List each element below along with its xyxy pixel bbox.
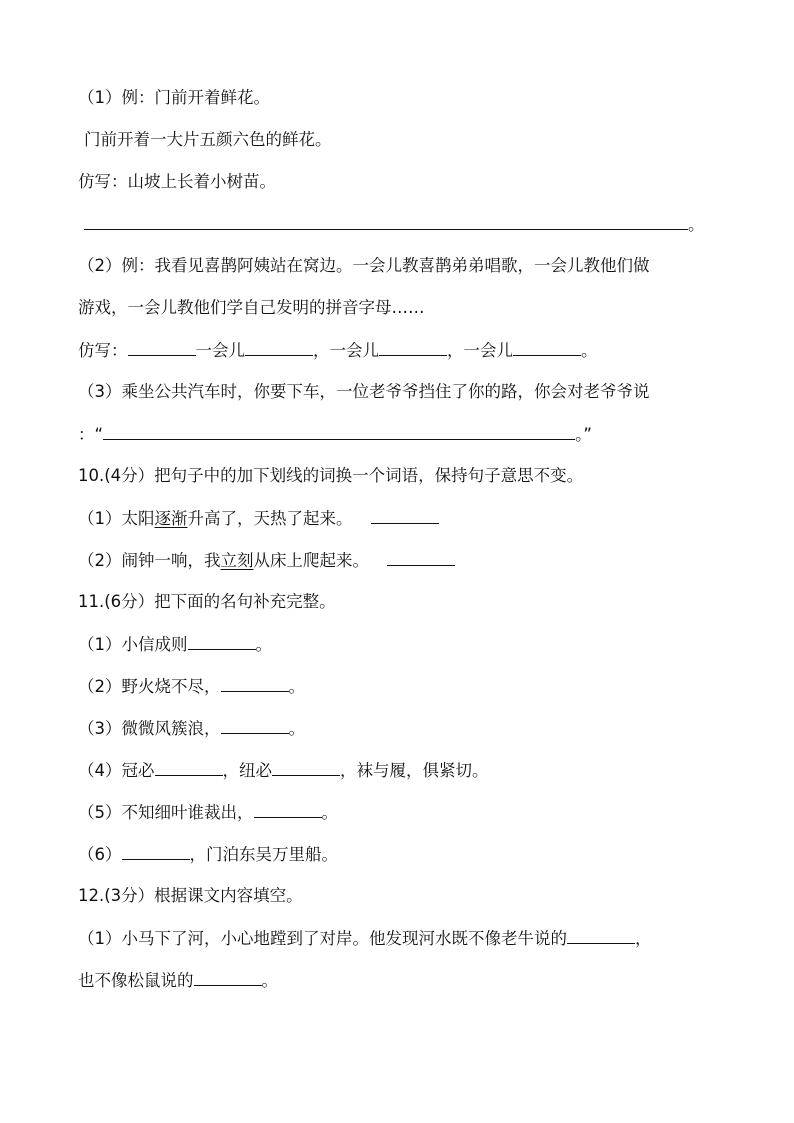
q11-item-6-prefix: （6）	[78, 845, 122, 864]
imitate-2-blank-2[interactable]	[245, 338, 313, 356]
q11-item-5-text: （5）不知细叶谁裁出，	[78, 803, 254, 822]
q10-item-1-prefix: （1）太阳	[78, 509, 155, 528]
imitate-2-end: 。	[581, 341, 598, 360]
question-11-title	[78, 590, 336, 614]
q12-item-1-comma: ，	[635, 929, 652, 948]
example-2-line-1	[78, 254, 650, 278]
q11-item-4-mid: ，纽必	[222, 761, 272, 780]
q10-item-1-suffix: 升高了，天热了起来。	[187, 509, 353, 528]
imitate-1-answer-end: 。	[688, 215, 705, 234]
q11-item-5-end: 。	[321, 803, 338, 822]
imitate-2-blank-1[interactable]	[128, 338, 196, 356]
q10-item-2-suffix: 从床上爬起来。	[253, 551, 369, 570]
question-11-title-text: 11.(6分）把下面的名句补充完整。	[78, 592, 336, 611]
q11-item-2-text: （2）野火烧不尽，	[78, 677, 221, 696]
question-12-item-1-line-2	[78, 968, 278, 992]
question-10-title-text: 10.(4分）把句子中的加下划线的词换一个词语，保持句子意思不变。	[78, 466, 584, 485]
question-11-item-1	[78, 632, 272, 656]
example-1-text: （1）例：门前开着鲜花。	[78, 88, 270, 107]
question-11-item-6	[78, 842, 338, 866]
q12-item-1-blank-1[interactable]	[567, 926, 635, 944]
question-12-item-1-line-1	[78, 926, 652, 950]
q12-item-1-blank-2[interactable]	[194, 968, 262, 986]
question-11-item-2	[78, 674, 305, 698]
q11-item-3-blank[interactable]	[221, 716, 289, 734]
q11-item-3-end: 。	[288, 719, 305, 738]
question-11-item-4	[78, 758, 489, 782]
q11-item-4-text: （4）冠必	[78, 761, 155, 780]
q10-item-1-blank[interactable]	[371, 506, 439, 524]
imitate-2-connector-2: ，一会儿	[313, 341, 379, 360]
question-10-title	[78, 464, 583, 488]
imitate-1-answer-line	[84, 212, 705, 236]
q11-item-6-blank[interactable]	[122, 842, 190, 860]
q11-item-4-blank-1[interactable]	[155, 758, 223, 776]
question-12-title-text: 12.(3分）根据课文内容填空。	[78, 886, 303, 905]
example-2-text-1: （2）例：我看见喜鹊阿姨站在窝边。一会儿教喜鹊弟弟唱歌，一会儿教他们做	[78, 256, 650, 275]
q11-item-4-blank-2[interactable]	[272, 758, 340, 776]
scenario-3-open-quote: ：“	[78, 425, 104, 444]
imitate-1-prompt-text: 仿写：山坡上长着小树苗。	[78, 172, 276, 191]
question-10-item-1	[78, 506, 439, 530]
question-11-item-5	[78, 800, 338, 824]
example-1-expanded-text: 门前开着一大片五颜六色的鲜花。	[84, 130, 332, 149]
imitate-2-line	[78, 338, 598, 362]
q11-item-3-text: （3）微微风簇浪，	[78, 719, 221, 738]
question-10-item-2	[78, 548, 455, 572]
example-1-line	[78, 86, 270, 110]
q11-item-1-text: （1）小信成则	[78, 635, 188, 654]
imitate-2-label: 仿写：	[78, 341, 128, 360]
q11-item-4-end: ，袜与履，俱紧切。	[340, 761, 489, 780]
question-11-item-3	[78, 716, 305, 740]
q12-item-1-text: （1）小马下了河，小心地蹚到了对岸。他发现河水既不像老牛说的	[78, 929, 567, 948]
q10-item-2-blank[interactable]	[387, 548, 455, 566]
imitate-1-answer-blank[interactable]	[84, 212, 688, 230]
example-2-line-2	[78, 296, 425, 320]
example-1-expanded	[84, 128, 332, 152]
q10-item-2-prefix: （2）闹钟一响，我	[78, 551, 221, 570]
question-12-title	[78, 884, 303, 908]
scenario-3-answer-blank[interactable]	[103, 422, 575, 440]
scenario-3-text: （3）乘坐公共汽车时，你要下车，一位老爷爷挡住了你的路，你会对老爷爷说	[78, 382, 650, 401]
q10-item-2-underlined-word: 立刻	[220, 551, 254, 570]
q11-item-2-end: 。	[288, 677, 305, 696]
scenario-3-line-1	[78, 380, 650, 404]
imitate-2-blank-4[interactable]	[513, 338, 581, 356]
q11-item-1-blank[interactable]	[188, 632, 256, 650]
q12-item-1-end: 。	[261, 971, 278, 990]
q12-item-1-text-2: 也不像松鼠说的	[78, 971, 194, 990]
q11-item-5-blank[interactable]	[254, 800, 322, 818]
q11-item-6-text: ，门泊东吴万里船。	[189, 845, 338, 864]
q11-item-1-end: 。	[255, 635, 272, 654]
imitate-2-connector-1: 一会儿	[195, 341, 245, 360]
scenario-3-line-2	[78, 422, 592, 446]
q11-item-2-blank[interactable]	[221, 674, 289, 692]
q10-item-1-underlined-word: 逐渐	[154, 509, 188, 528]
imitate-2-connector-3: ，一会儿	[447, 341, 513, 360]
example-2-text-2: 游戏，一会儿教他们学自己发明的拼音字母……	[78, 298, 425, 317]
imitate-1-prompt	[78, 170, 276, 194]
imitate-2-blank-3[interactable]	[379, 338, 447, 356]
scenario-3-close-quote: 。”	[575, 425, 592, 444]
